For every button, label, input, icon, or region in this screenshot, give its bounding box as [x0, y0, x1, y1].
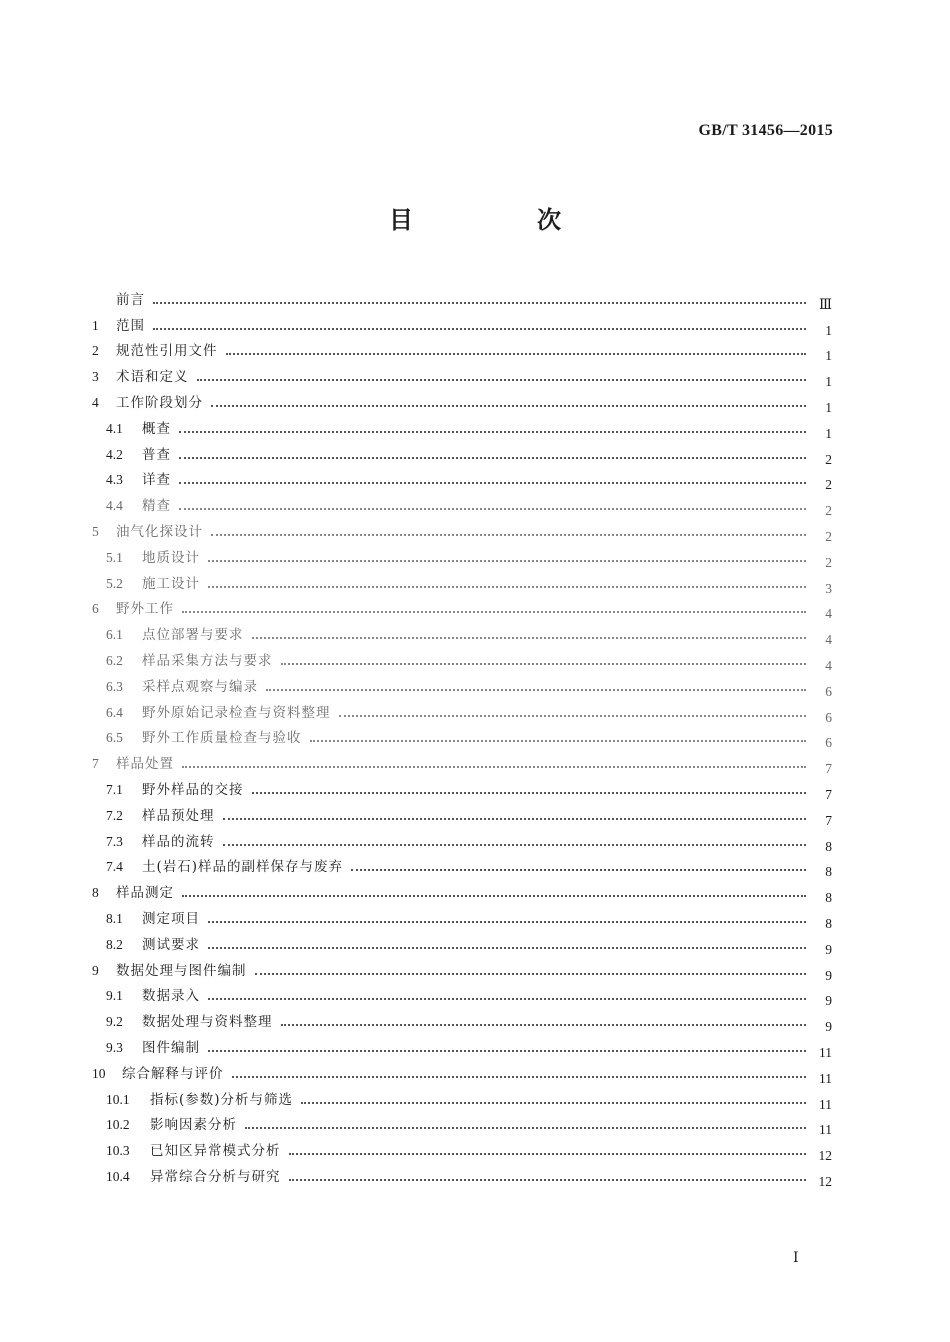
toc-entry-number: 9.3 — [106, 1039, 123, 1055]
toc-entry-page: 1 — [825, 374, 832, 390]
toc-entry — [92, 1004, 832, 1035]
toc-entry-number: 7.3 — [106, 833, 123, 849]
toc-entry — [92, 334, 832, 364]
toc-entry — [92, 488, 832, 519]
toc-entry-number: 10.2 — [106, 1117, 130, 1133]
toc-entry-number: 1 — [92, 317, 99, 333]
toc-dot-leader — [179, 507, 806, 510]
toc-entry — [92, 282, 832, 312]
toc-entry-number: 5.2 — [106, 575, 123, 591]
toc-entry-title: 样品预处理 — [142, 807, 215, 824]
toc-entry-title: 测定项目 — [142, 910, 200, 927]
page-number: Ⅰ — [793, 1251, 799, 1266]
toc-entry-number: 4.2 — [106, 446, 123, 462]
toc-dot-leader — [211, 533, 806, 536]
toc-entry-title: 采样点观察与编录 — [142, 678, 258, 695]
toc-entry-title: 指标(参数)分析与筛选 — [150, 1091, 294, 1108]
toc-entry — [92, 1082, 832, 1112]
toc-dot-leader — [211, 404, 806, 407]
toc-dot-leader — [351, 868, 806, 871]
toc-dot-leader — [208, 997, 806, 1000]
toc-entry-number: 9.1 — [106, 988, 123, 1004]
toc-entry-title: 已知区异常模式分析 — [150, 1143, 281, 1160]
toc-entry-page: 7 — [825, 786, 832, 802]
toc-dot-leader — [182, 765, 806, 768]
toc-entry-title: 样品采集方法与要求 — [142, 652, 273, 669]
toc-entry-page: 1 — [825, 399, 832, 415]
toc-entry — [92, 411, 832, 441]
toc-dot-leader — [179, 456, 806, 459]
toc-entry-number: 9.2 — [106, 1014, 123, 1030]
toc-dot-leader — [232, 1075, 807, 1078]
toc-entry-page: 4 — [825, 657, 832, 673]
toc-entry-title: 地质设计 — [142, 549, 200, 566]
toc-entry-page: 8 — [825, 838, 832, 854]
toc-entry-number: 7.2 — [106, 807, 123, 823]
toc-dot-leader — [182, 610, 806, 613]
toc-dot-leader — [197, 378, 807, 381]
toc-entry-title: 图件编制 — [142, 1039, 200, 1056]
toc-entry-title: 工作阶段划分 — [116, 394, 203, 411]
toc-dot-leader — [289, 1152, 807, 1155]
toc-dot-leader — [208, 946, 806, 949]
toc-entry-title: 测试要求 — [142, 936, 200, 953]
toc-entry-number: 4.4 — [106, 498, 123, 514]
toc-entry-page: 1 — [825, 322, 832, 338]
toc-entry — [92, 721, 832, 751]
toc-entry-page: 3 — [825, 580, 832, 596]
toc-entry-number: 8.1 — [106, 910, 123, 926]
toc-entry-page: 7 — [825, 761, 832, 777]
toc-entry-page: 9 — [825, 1019, 832, 1035]
toc-entry-page: 1 — [825, 348, 832, 364]
toc-entry — [92, 540, 832, 570]
toc-entry-page: 6 — [825, 683, 832, 699]
toc-entry-page: 4 — [825, 632, 832, 648]
toc-entry-number: 4.3 — [106, 472, 123, 488]
toc-entry-title: 数据处理与图件编制 — [116, 962, 247, 979]
toc-entry-page: 1 — [825, 425, 832, 441]
toc-entry-page: 8 — [825, 890, 832, 906]
toc-entry — [92, 979, 832, 1009]
toc-entry-title: 野外工作质量检查与验收 — [142, 730, 302, 747]
toc-entry — [92, 1030, 832, 1060]
toc-dot-leader — [255, 972, 807, 975]
toc-dot-leader — [208, 585, 806, 588]
toc-entry-number: 6.4 — [106, 704, 123, 720]
toc-entry-number: 10.1 — [106, 1091, 130, 1107]
toc-entry — [92, 592, 832, 622]
toc-entry-title: 油气化探设计 — [116, 523, 203, 540]
toc-dot-leader — [310, 739, 807, 742]
toc-dot-leader — [223, 843, 807, 846]
toc-dot-leader — [339, 714, 807, 717]
toc-dot-leader — [226, 352, 807, 355]
toc-entry-number: 3 — [92, 369, 99, 385]
toc-entry — [92, 1108, 832, 1138]
toc-entry-title: 样品处置 — [116, 756, 174, 773]
standard-number: GB/T 31456—2015 — [698, 122, 833, 139]
table-of-contents — [92, 282, 832, 1189]
toc-entry-page: 9 — [825, 941, 832, 957]
toc-entry — [92, 437, 832, 467]
toc-entry-page: 6 — [825, 735, 832, 751]
toc-entry-page: 4 — [825, 606, 832, 622]
toc-entry — [92, 927, 832, 957]
toc-entry-title: 规范性引用文件 — [116, 343, 218, 360]
toc-entry — [92, 463, 832, 493]
toc-entry-number: 5.1 — [106, 549, 123, 565]
toc-entry-number: 2 — [92, 343, 99, 359]
toc-entry-title: 野外样品的交接 — [142, 781, 244, 798]
toc-dot-leader — [301, 1101, 806, 1104]
toc-entry — [92, 514, 832, 544]
toc-entry-page: 8 — [825, 915, 832, 931]
toc-entry-title: 土(岩石)样品的副样保存与废弃 — [142, 859, 344, 876]
toc-entry-title: 施工设计 — [142, 575, 200, 592]
toc-entry-number: 7.1 — [106, 781, 123, 797]
toc-entry-title: 数据录入 — [142, 988, 200, 1005]
toc-dot-leader — [153, 327, 806, 330]
toc-dot-leader — [179, 481, 806, 484]
toc-entry-title: 普查 — [142, 446, 171, 463]
toc-entry-title: 术语和定义 — [116, 369, 189, 386]
toc-entry-page: 7 — [825, 812, 832, 828]
toc-entry-number: 9 — [92, 962, 99, 978]
toc-entry — [92, 566, 832, 596]
toc-entry — [92, 746, 832, 777]
toc-entry-number: 10.4 — [106, 1168, 130, 1184]
toc-entry — [92, 308, 832, 338]
toc-entry-number: 6.1 — [106, 627, 123, 643]
toc-dot-leader — [266, 688, 806, 691]
toc-entry-page: 2 — [825, 503, 832, 519]
toc-entry — [92, 1056, 832, 1086]
toc-dot-leader — [252, 791, 807, 794]
toc-entry-page: 2 — [825, 451, 832, 467]
toc-entry-page: 6 — [825, 709, 832, 725]
toc-dot-leader — [223, 817, 807, 820]
toc-entry-page: 2 — [825, 554, 832, 570]
toc-dot-leader — [153, 301, 806, 304]
toc-entry — [92, 669, 832, 699]
toc-entry-number: 5 — [92, 523, 99, 539]
toc-entry — [92, 359, 832, 390]
toc-dot-leader — [182, 894, 806, 897]
toc-entry-page: 12 — [818, 1148, 832, 1164]
toc-entry-title: 综合解释与评价 — [122, 1065, 224, 1082]
toc-entry-number: 6 — [92, 601, 99, 617]
toc-entry-number: 7.4 — [106, 859, 123, 875]
toc-entry-page: 2 — [825, 528, 832, 544]
toc-entry — [92, 1133, 832, 1164]
toc-entry — [92, 875, 832, 906]
toc-dot-leader — [245, 1126, 806, 1129]
toc-entry — [92, 798, 832, 828]
toc-entry-number: 4 — [92, 394, 99, 410]
toc-entry — [92, 695, 832, 725]
toc-entry-page: 8 — [825, 864, 832, 880]
page-title: 目 次 — [389, 206, 611, 234]
toc-entry — [92, 850, 832, 880]
toc-entry — [92, 643, 832, 673]
toc-entry-title: 详查 — [142, 472, 171, 489]
toc-entry-page: Ⅲ — [818, 296, 832, 312]
toc-entry — [92, 772, 832, 802]
toc-entry-title: 范围 — [116, 317, 145, 334]
toc-entry-page: 11 — [819, 1044, 832, 1060]
toc-entry-title: 野外原始记录检查与资料整理 — [142, 704, 331, 721]
toc-entry — [92, 617, 832, 648]
toc-entry-page: 11 — [819, 1070, 832, 1086]
toc-dot-leader — [289, 1178, 807, 1181]
toc-entry-number: 7 — [92, 756, 99, 772]
toc-dot-leader — [208, 920, 806, 923]
toc-entry-number: 6.3 — [106, 678, 123, 694]
toc-entry — [92, 824, 832, 854]
toc-entry-page: 11 — [819, 1096, 832, 1112]
toc-entry-number: 10 — [92, 1065, 106, 1081]
toc-dot-leader — [208, 559, 806, 562]
toc-entry-title: 样品的流转 — [142, 833, 215, 850]
toc-entry-page: 12 — [818, 1173, 832, 1189]
toc-entry-title: 概查 — [142, 420, 171, 437]
toc-entry-title: 样品测定 — [116, 885, 174, 902]
toc-entry-title: 影响因素分析 — [150, 1117, 237, 1134]
toc-entry-title: 数据处理与资料整理 — [142, 1014, 273, 1031]
toc-entry — [92, 385, 832, 415]
toc-entry — [92, 901, 832, 931]
toc-entry — [92, 953, 832, 983]
toc-entry-number: 10.3 — [106, 1143, 130, 1159]
toc-entry-page: 11 — [819, 1122, 832, 1138]
toc-entry-title: 精查 — [142, 498, 171, 515]
toc-dot-leader — [281, 662, 807, 665]
toc-entry-number: 8.2 — [106, 936, 123, 952]
toc-dot-leader — [208, 1049, 806, 1052]
toc-entry-number: 4.1 — [106, 420, 123, 436]
toc-entry-page: 9 — [825, 993, 832, 1009]
toc-entry — [92, 1159, 832, 1189]
toc-entry-number: 6.5 — [106, 730, 123, 746]
toc-entry-title: 异常综合分析与研究 — [150, 1168, 281, 1185]
toc-entry-number: 8 — [92, 885, 99, 901]
toc-entry-number: 6.2 — [106, 652, 123, 668]
toc-entry-title: 野外工作 — [116, 601, 174, 618]
toc-dot-leader — [179, 430, 806, 433]
toc-entry-page: 9 — [825, 967, 832, 983]
toc-dot-leader — [252, 636, 807, 639]
toc-entry-title: 前言 — [116, 291, 145, 308]
toc-entry-page: 2 — [825, 477, 832, 493]
toc-dot-leader — [281, 1023, 807, 1026]
toc-entry-title: 点位部署与要求 — [142, 627, 244, 644]
